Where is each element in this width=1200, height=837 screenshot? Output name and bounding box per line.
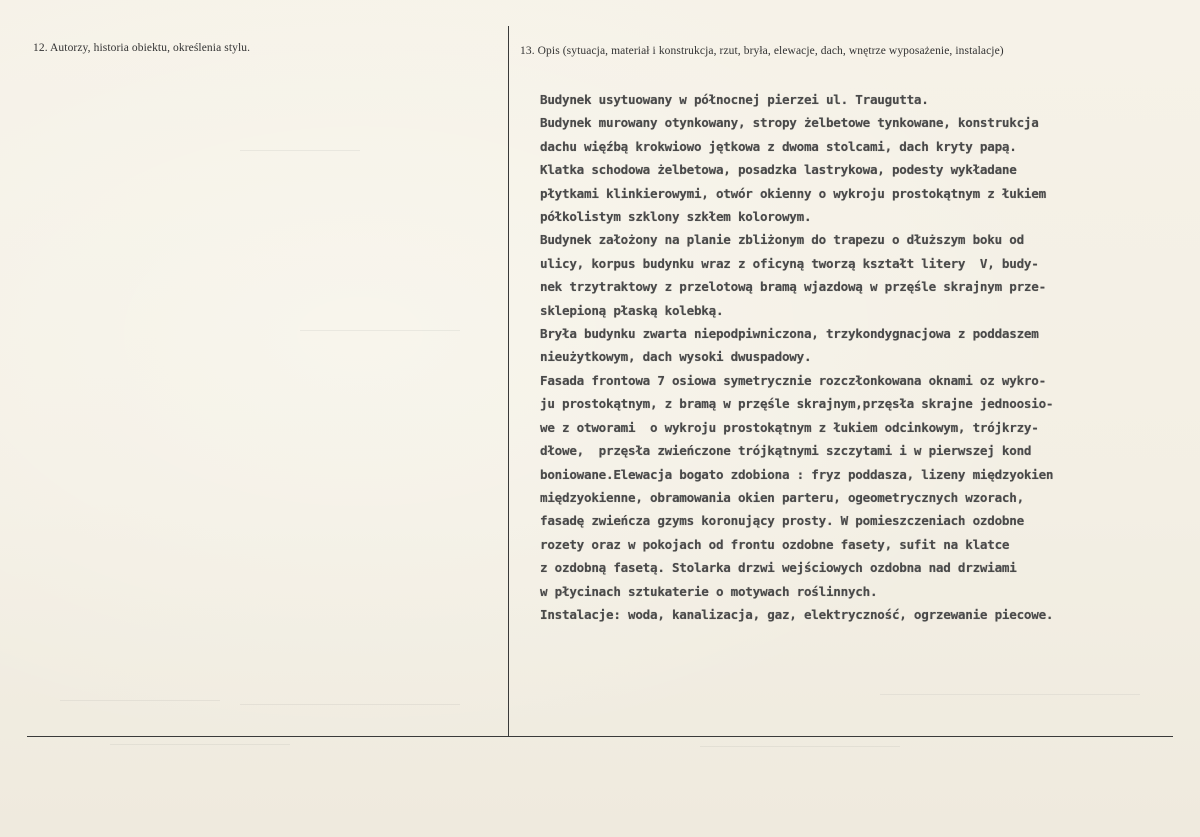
bleed-through-mark [60, 700, 220, 701]
column-divider [508, 26, 509, 737]
description-line: płytkami klinkierowymi, otwór okienny o wykroju prostokątnym z łukiem [540, 185, 1046, 201]
bleed-through-mark [110, 744, 290, 745]
description-line: z ozdobną fasetą. Stolarka drzwi wejściowych ozdobna nad drzwiami [540, 560, 1017, 576]
typed-description [540, 88, 1180, 626]
description-line: w płycinach sztukaterie o motywach roślinnych. [540, 583, 878, 599]
description-line: boniowane.Elewacja bogato zdobiona : fryz poddasza, lizeny międzyokien [540, 466, 1054, 482]
description-line: dłowe, przęsła zwieńczone trójkątnymi szczytami i w pierwszej kond [540, 443, 1032, 459]
bottom-rule [27, 736, 1173, 737]
description-line: ulicy, korpus budynku wraz z oficyną tworzą kształt litery V, budy- [540, 255, 1039, 271]
description-line: nek trzytraktowy z przelotową bramą wjazdową w przęśle skrajnym prze- [540, 279, 1046, 295]
description-line: Klatka schodowa żelbetowa, posadzka lastrykowa, podesty wykładane [540, 162, 1017, 178]
description-line: Budynek murowany otynkowany, stropy żelbetowe tynkowane, konstrukcja [540, 115, 1039, 131]
bleed-through-mark [880, 694, 1140, 695]
bleed-through-mark [700, 746, 900, 747]
description-line: sklepioną płaską kolebką. [540, 302, 724, 318]
bleed-through-mark [300, 330, 460, 331]
description-line: międzyokienne, obramowania okien parteru, ogeometrycznych wzorach, [540, 489, 1024, 505]
description-line: Fasada frontowa 7 osiowa symetrycznie rozczłonkowana oknami oz wykro- [540, 372, 1046, 388]
section-13-heading: 13. Opis (sytuacja, materiał i konstrukcja, rzut, bryła, elewacje, dach, wnętrze wyposażenie, instalacje) [520, 45, 1004, 57]
description-line: rozety oraz w pokojach od frontu ozdobne fasety, sufit na klatce [540, 536, 1010, 552]
bleed-through-mark [240, 704, 460, 705]
description-line: ju prostokątnym, z bramą w przęśle skrajnym,przęsła skrajne jednoosio- [540, 396, 1054, 412]
description-line: półkolistym szklony szkłem kolorowym. [540, 209, 812, 225]
section-12-heading: 12. Autorzy, historia obiektu, określenia stylu. [33, 42, 251, 54]
description-line: Budynek usytuowany w północnej pierzei ul. Traugutta. [540, 92, 929, 107]
bleed-through-mark [240, 150, 360, 151]
description-line: Instalacje: woda, kanalizacja, gaz, elektryczność, ogrzewanie piecowe. [540, 606, 1054, 622]
description-line: fasadę zwieńcza gzyms koronujący prosty. W pomieszczeniach ozdobne [540, 513, 1024, 529]
description-line: we z otworami o wykroju prostokątnym z łukiem odcinkowym, trójkrzy- [540, 419, 1039, 435]
description-line: nieużytkowym, dach wysoki dwuspadowy. [540, 349, 812, 365]
description-line: Bryła budynku zwarta niepodpiwniczona, trzykondygnacjowa z poddaszem [540, 326, 1039, 342]
description-line: dachu więźbą krokwiowo jętkowa z dwoma stolcami, dach kryty papą. [540, 138, 1017, 154]
description-line: Budynek założony na planie zbliżonym do trapezu o dłuższym boku od [540, 232, 1024, 248]
